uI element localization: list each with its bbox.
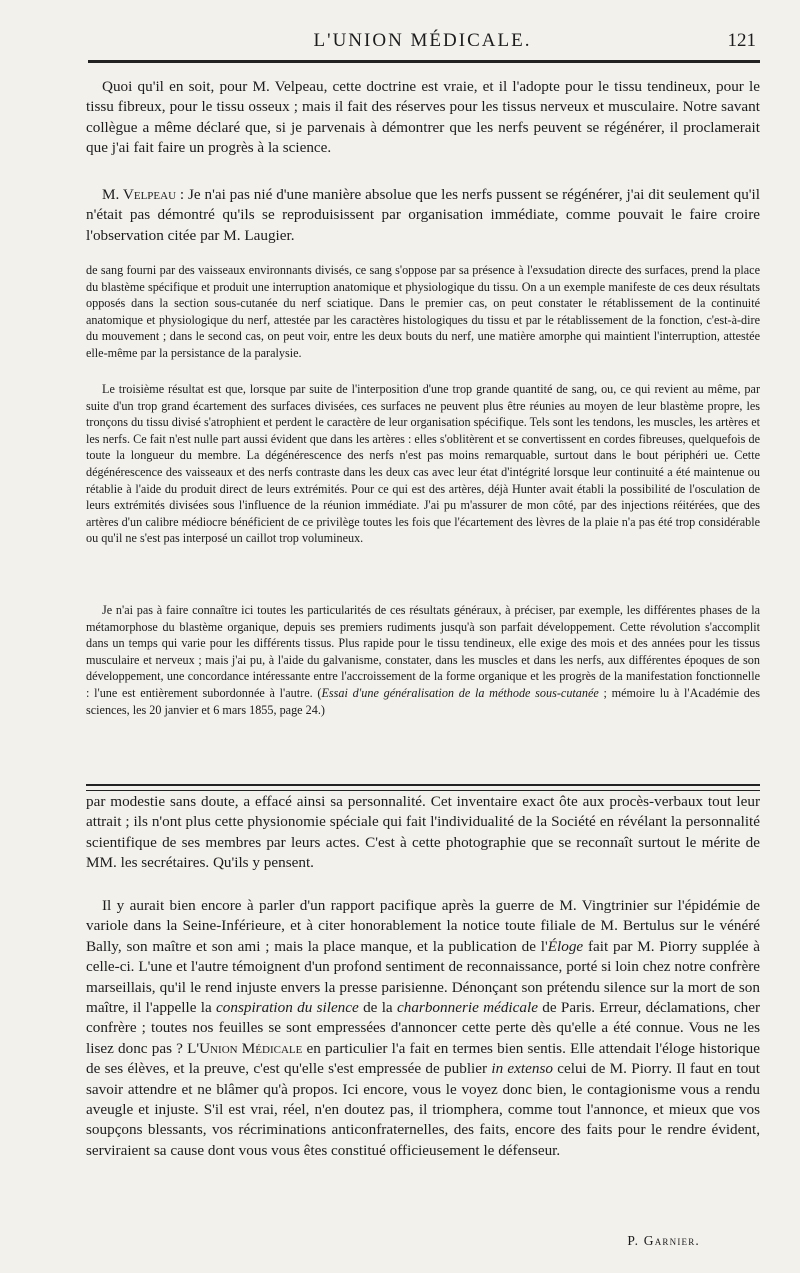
text-run: de Paris. Erreur, déclamations, cher confrère ; toutes nos feuilles se sont empressées d'annoncer cette perte dès qu'elle a été connue. Vous ne les lisez donc pas ?	[86, 999, 760, 1057]
paragraph-text: par modestie sans doute, a effacé ainsi sa personnalité. Cet inventaire exact ôte aux procès-verbaux tout leur attrait ; ils n'ont plus cette physionomie spéciale qui fait l'individualité de la Société en révélant la personnalité scientifique de ses membres par leurs actes. C'est à cette photographie que se reconnaît surtout le mérite de MM. les secrétaires. Qu'ils y pensent.	[86, 793, 760, 872]
italic-run: conspiration du silence	[216, 999, 359, 1017]
paragraph-text: Quoi qu'il en soit, pour M. Velpeau, cette doctrine est vraie, et il l'adopte pour le tissu tendineux, pour le tissu fibreux, pour le tissu osseux ; mais il fait des réserves pour les tissus nerveux et musculaire. Notre savant collègue a même déclaré que, si je parvenais à démontrer que les nerfs peuvent se régénérer, il proclamerait que j'ai fait faire un progrès à la science.	[86, 78, 760, 157]
paragraph-troisieme-resultat	[86, 381, 760, 547]
paragraph-particularites	[86, 602, 760, 718]
paragraph-text: de sang fourni par des vaisseaux environnants divisés, ce sang s'oppose par sa présence à l'exsudation directe des surfaces, prend la place du blastème spécifique et produit une interruption anatomique et physiologique du tissu. On a un exemple manifeste de ces deux résultats opposés dans la section sous-cutanée du nerf sciatique. Dans le premier cas, on peut constater le rétablissement de la continuité anatomique et physiologique du nerf, attestée par les caractères histologiques du tissu et par le rétablissement de la fonction, c'est-à-dire du mouvement ; dans le second cas, on peut voir, entre les deux bouts du nerf, une matière amorphe qui maintient l'interruption, attestée elle-même par la persistance de la paralysie.	[86, 263, 760, 360]
paragraph-text: Le troisième résultat est que, lorsque par suite de l'interposition d'une trop grande quantité de sang, ou, ce qui revient au même, par suite d'un trop grand écartement des surfaces divisées, ces surfaces ne peuvent plus être réunies au moyen de leur blastème propre, les tronçons du tissu divisé s'atrophient et perdent le caractère de leur organisation spécifique. Tels sont les tendons, les muscles, les artères et les nerfs. Ce fait n'est nulle part aussi évident que dans les artères : elles s'oblitèrent et se convertissent en cordes fibreuses, quelquefois de toute la longueur du membre. La dégénérescence des nerfs n'est pas moins remarquable, surtout dans le bout périphéri ue. Cette dégénérescence des vaisseaux et des nerfs contraste dans les deux cas avec leur état d'intégrité lorsque leur continuité a été maintenue ou rétablie à l'aide du produit direct de leurs extrémités. Pour ce qui est des artères, déjà Hunter avait établi la possibilité de l'osculation de leurs extrémités divisées sous l'influence de la réunion immédiate. J'ai pu m'assurer de mon côté, par des injections réitérées, que des artères d'un calibre médiocre bénéficient de ce privilège toutes les fois que l'écartement des lèvres de la plaie n'a pas été trop considérable ou qu'il ne s'est pas interposé un caillot trop volumineux.	[86, 382, 760, 546]
text-run: celui de M. Piorry. Il faut en tout savoir attendre et ne blâmer qu'à propos. Ici encore, vous le voyez donc bien, le contagionisme vous a rendu aveugle et injuste. S'il est vrai, réel, n'en doutez pas, il triomphera, comme tout l'annonce, et mieux que vos soupçons blessants, vos récriminations anticonfraternelles, des faits, encore des faits pour le rendre évident, serviraient sa cause dont vous vous êtes constitué officieusement le défenseur.	[86, 1060, 760, 1159]
paragraph-velpeau-reply	[86, 185, 760, 246]
paragraph-text	[86, 896, 760, 1161]
italic-run: in extenso	[491, 1060, 553, 1078]
text-run: fait par M. Piorry supplée à celle-ci. L'une et l'autre témoignent d'un profond sentiment de reconnaissance, porté si loin chez notre confrère marseillais, qu'il le rend injuste envers la presse parisienne. Dénonçant son prétendu silence sur la mort de son maître, il l'appelle la	[86, 937, 760, 1017]
text-run: de la	[358, 999, 397, 1017]
paragraph-rapport-pacifique	[86, 896, 760, 1161]
paragraph-modestie	[86, 792, 760, 874]
paragraph-text	[86, 185, 760, 246]
citation-title: Essai d'une généralisation de la méthode sous-cutanée	[321, 685, 599, 700]
journal-name: L'Union Médicale	[187, 1039, 303, 1057]
italic-run: charbonnerie médicale	[396, 999, 538, 1017]
section-divider-thin	[86, 790, 760, 791]
text-run: Il y aurait bien encore à parler d'un rapport pacifique après la guerre de M. Vingtrinier sur l'épidémie de variole dans la Seine-Inférieure, et à citer honorablement la notice toute filiale de M. Bertulus sur le vénéré Bally, son maître et son ami ; mais la place manque, et la publication de l'	[86, 897, 760, 955]
citation-detail: ; mémoire lu à l'Académie des sciences, les 20 janvier et 6 mars 1855, page 24.)	[86, 685, 760, 717]
text-run: en particulier l'a fait en termes bien sentis. Elle attendait l'éloge historique de ses élèves, et la preuve, c'est qu'elle s'est empressée de publier	[86, 1039, 760, 1078]
running-head	[85, 28, 760, 58]
paragraph-body: Je n'ai pas à faire connaître ici toutes les particularités de ces résultats généraux, à préciser, par exemple, les différentes phases de la métamorphose du blastème organique, depuis ses premiers rudiments jusqu'à son parfait développement. Cette révolution s'accomplit dans un temps qui varie pour les différents tissus. Plus rapide pour le tissu tendineux, elle exige des mois et des années pour les tissus musculaire et nerveux ; mais j'ai pu, à l'aide du galvanisme, constater, dans les muscles et dans les nerfs, aux différentes époques de son développement, une concordance intéressante entre l'accroissement de la forme organique et les progrès de la manifestation fonctionnelle : l'une est entièrement subordonnée à l'autre. (	[86, 603, 760, 700]
italic-run: Éloge	[547, 937, 584, 955]
speaker-name: M. Velpeau	[102, 186, 177, 203]
reply-text: : Je n'ai pas nié d'une manière absolue que les nerfs pussent se régénérer, j'ai dit seulement qu'il n'était pas démontré qu'ils se reproduisissent par organisation immédiate, comme pouvait le faire croire l'observation citée par M. Laugier.	[86, 186, 760, 244]
page-number: 121	[727, 30, 756, 51]
paragraph-sang-fourni	[86, 262, 760, 362]
journal-title: L'UNION MÉDICALE.	[313, 30, 532, 51]
author-signature: P. Garnier.	[627, 1233, 700, 1248]
header-rule	[88, 60, 760, 63]
paragraph-text	[86, 602, 760, 718]
section-divider-thick	[86, 784, 760, 786]
paragraph-velpeau-doctrine	[86, 77, 760, 159]
